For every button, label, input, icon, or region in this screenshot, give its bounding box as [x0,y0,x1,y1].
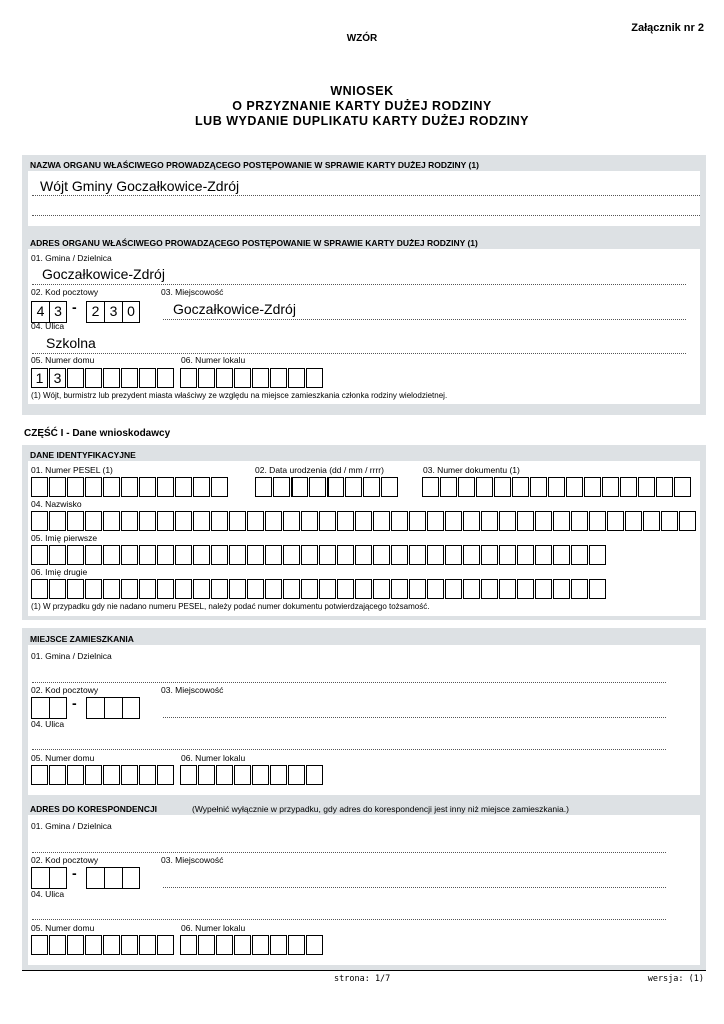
ident-heading: DANE IDENTYFIKACYJNE [30,450,136,460]
second-name-boxes[interactable] [31,579,607,599]
input-cell [103,579,120,599]
input-cell [193,477,210,497]
input-cell [122,867,140,889]
input-cell [252,935,269,955]
input-cell [139,765,156,785]
input-cell [391,579,408,599]
input-cell [535,545,552,565]
input-cell [301,579,318,599]
version-label: wersja: (1) [647,974,704,984]
input-cell [530,477,547,497]
input-cell [445,545,462,565]
postal-digit: 3 [104,301,122,323]
res-house-boxes[interactable] [31,765,175,785]
input-cell [391,511,408,531]
corr-heading-note: (Wypełnić wyłącznie w przypadku, gdy adres do korespondencji jest inny niż miejsce zamieszkania.) [192,804,569,814]
input-cell [571,511,588,531]
input-cell [602,477,619,497]
organ-postal-b[interactable] [86,301,140,323]
input-cell [139,579,156,599]
input-cell [625,511,642,531]
organ-heading: NAZWA ORGANU WŁAŚCIWEGO PROWADZĄCEGO POSTĘPOWANIE W SPRAWIE KARTY DUŻEJ RODZINY (1) [30,160,479,170]
input-cell [427,545,444,565]
input-cell [67,477,84,497]
postal-digit: 3 [49,301,67,323]
organ-gmina-value: Goczałkowice-Zdrój [42,266,165,282]
organ-street-value: Szkolna [46,335,96,351]
dob-label: 02. Data urodzenia (dd / mm / rrrr) [255,465,384,475]
input-cell [103,477,120,497]
res-street-label: 04. Ulica [31,719,65,729]
input-cell [273,477,290,497]
input-cell [345,477,362,497]
surname-boxes[interactable] [31,511,697,531]
res-flat-boxes[interactable] [180,765,324,785]
input-cell [175,579,192,599]
input-cell [139,511,156,531]
input-cell [175,511,192,531]
input-cell [49,579,66,599]
input-cell [198,765,215,785]
input-cell [409,511,426,531]
input-cell [211,579,228,599]
input-cell [121,935,138,955]
input-cell [234,935,251,955]
input-cell [288,765,305,785]
organ-gmina-line [32,284,686,285]
corr-house-label: 05. Numer domu [31,923,95,933]
input-cell [674,477,691,497]
input-cell [319,511,336,531]
input-cell [327,477,344,497]
corr-city-line[interactable] [163,887,666,888]
input-cell [319,545,336,565]
input-cell [607,511,624,531]
annex-label: Załącznik nr 2 [631,22,704,34]
res-postal-b[interactable] [86,697,140,719]
organ-street-line [32,353,686,354]
input-cell [157,579,174,599]
input-cell [157,511,174,531]
house-digit [67,368,84,388]
input-cell [31,867,49,889]
residence-heading: MIEJSCE ZAMIESZKANIA [30,634,134,644]
first-name-boxes[interactable] [31,545,607,565]
input-cell [85,765,102,785]
input-cell [566,477,583,497]
input-cell [121,511,138,531]
input-cell [121,545,138,565]
input-cell [180,935,197,955]
input-cell [85,545,102,565]
input-cell [265,545,282,565]
res-postal-a[interactable] [31,697,67,719]
postal-digit: 0 [122,301,140,323]
input-cell [355,579,372,599]
organ-postal-label: 02. Kod pocztowy [31,287,99,297]
input-cell [86,867,104,889]
input-cell [463,511,480,531]
input-cell [553,545,570,565]
form-title-line-1: WNIOSEK [330,84,394,98]
corr-gmina-line[interactable] [32,852,666,853]
input-cell [247,579,264,599]
input-cell [589,545,606,565]
input-cell [679,511,696,531]
input-cell [252,765,269,785]
input-cell [355,545,372,565]
corr-postal-b[interactable] [86,867,140,889]
input-cell [440,477,457,497]
input-cell [211,545,228,565]
input-cell [301,511,318,531]
input-cell [553,511,570,531]
input-cell [517,545,534,565]
input-cell [49,697,67,719]
input-cell [157,765,174,785]
input-cell [337,511,354,531]
input-cell [288,368,305,388]
res-flat-label: 06. Numer lokalu [181,753,246,763]
input-cell [283,579,300,599]
input-cell [86,697,104,719]
input-cell [229,511,246,531]
input-cell [499,511,516,531]
house-digit [121,368,138,388]
input-cell [104,697,122,719]
input-cell [139,545,156,565]
input-cell [499,545,516,565]
second-name-label: 06. Imię drugie [31,567,88,577]
input-cell [31,697,49,719]
input-cell [229,545,246,565]
input-cell [306,368,323,388]
input-cell [49,545,66,565]
input-cell [216,935,233,955]
input-cell [175,545,192,565]
input-cell [216,368,233,388]
input-cell [291,477,308,497]
input-cell [67,765,84,785]
house-digit [157,368,174,388]
input-cell [193,579,210,599]
part1-title: CZĘŚĆ I - Dane wnioskodawcy [24,428,171,439]
input-cell [49,511,66,531]
postal-digit: 4 [31,301,49,323]
input-cell [175,477,192,497]
input-cell [270,765,287,785]
house-digit: 1 [31,368,48,388]
organ-house-label: 05. Numer domu [31,355,95,365]
input-cell [103,935,120,955]
input-cell [234,765,251,785]
input-cell [481,579,498,599]
organ-city-value: Goczałkowice-Zdrój [173,301,296,317]
input-cell [139,935,156,955]
input-cell [638,477,655,497]
res-gmina-label: 01. Gmina / Dzielnica [31,651,112,661]
input-cell [283,511,300,531]
first-name-label: 05. Imię pierwsze [31,533,98,543]
input-cell [85,935,102,955]
input-cell [548,477,565,497]
doc-label: 03. Numer dokumentu (1) [423,465,520,475]
res-city-line[interactable] [163,717,666,718]
input-cell [103,511,120,531]
input-cell [589,511,606,531]
input-cell [535,579,552,599]
input-cell [363,477,380,497]
organ-name-value: Wójt Gminy Goczałkowice-Zdrój [40,178,240,194]
input-cell [571,579,588,599]
input-cell [49,765,66,785]
input-cell [180,368,197,388]
corr-flat-label: 06. Numer lokalu [181,923,246,933]
input-cell [283,545,300,565]
surname-label: 04. Nazwisko [31,499,82,509]
input-cell [31,545,48,565]
house-digit [85,368,102,388]
organ-house-boxes[interactable] [31,368,175,388]
pesel-boxes[interactable] [31,477,229,497]
input-cell [216,765,233,785]
input-cell [306,935,323,955]
input-cell [103,545,120,565]
input-cell [31,765,48,785]
input-cell [309,477,326,497]
input-cell [247,511,264,531]
input-cell [535,511,552,531]
res-gmina-line[interactable] [32,682,666,683]
input-cell [481,545,498,565]
organ-name-line-1 [32,195,700,196]
res-postal-label: 02. Kod pocztowy [31,685,99,695]
input-cell [445,511,462,531]
corr-heading: ADRES DO KORESPONDENCJI [30,804,158,814]
input-cell [499,579,516,599]
input-cell [31,477,48,497]
input-cell [288,935,305,955]
input-cell [121,765,138,785]
input-cell [571,545,588,565]
organ-gmina-label: 01. Gmina / Dzielnica [31,253,112,263]
input-cell [31,579,48,599]
input-cell [247,545,264,565]
corr-street-label: 04. Ulica [31,889,65,899]
wzor-label: WZÓR [346,33,378,44]
input-cell [180,765,197,785]
input-cell [31,935,48,955]
input-cell [512,477,529,497]
ident-note: (1) W przypadku gdy nie nadano numeru PESEL, należy podać numer dokumentu potwierdzającego tożsamość. [31,602,430,611]
input-cell [122,697,140,719]
dob-boxes[interactable] [255,477,399,497]
input-cell [139,477,156,497]
input-cell [198,935,215,955]
input-cell [270,935,287,955]
input-cell [252,368,269,388]
input-cell [229,579,246,599]
input-cell [391,545,408,565]
corr-house-boxes[interactable] [31,935,175,955]
input-cell [427,579,444,599]
corr-postal-label: 02. Kod pocztowy [31,855,99,865]
organ-postal-dash: - [72,299,77,315]
input-cell [494,477,511,497]
input-cell [381,477,398,497]
input-cell [584,477,601,497]
organ-name-line-2 [32,215,700,216]
input-cell [157,545,174,565]
house-digit: 3 [49,368,66,388]
footer-rule [22,970,706,971]
input-cell [265,511,282,531]
input-cell [422,477,439,497]
input-cell [103,765,120,785]
organ-flat-boxes[interactable] [180,368,324,388]
form-title-line-2: O PRZYZNANIE KARTY DUŻEJ RODZINY [232,99,492,113]
corr-street-line[interactable] [32,919,666,920]
organ-address-note: (1) Wójt, burmistrz lub prezydent miasta właściwy ze względu na miejsce zamieszkania członka rodziny wielodzietnej. [31,391,448,400]
corr-postal-a[interactable] [31,867,67,889]
input-cell [265,579,282,599]
input-cell [409,545,426,565]
input-cell [85,511,102,531]
input-cell [337,545,354,565]
input-cell [121,579,138,599]
corr-gmina-label: 01. Gmina / Dzielnica [31,821,112,831]
input-cell [463,545,480,565]
form-title-line-3: LUB WYDANIE DUPLIKATU KARTY DUŻEJ RODZINY [195,114,529,128]
input-cell [49,867,67,889]
input-cell [427,511,444,531]
input-cell [476,477,493,497]
res-street-line[interactable] [32,749,666,750]
organ-street-label: 04. Ulica [31,321,65,331]
input-cell [85,579,102,599]
postal-digit: 2 [86,301,104,323]
organ-name-field[interactable] [28,171,700,226]
corr-postal-dash: - [72,865,77,881]
input-cell [301,545,318,565]
organ-flat-label: 06. Numer lokalu [181,355,246,365]
input-cell [643,511,660,531]
res-postal-dash: - [72,695,77,711]
input-cell [234,368,251,388]
input-cell [306,765,323,785]
input-cell [104,867,122,889]
input-cell [67,511,84,531]
input-cell [31,511,48,531]
input-cell [193,511,210,531]
corr-area [28,815,700,965]
house-digit [103,368,120,388]
input-cell [445,579,462,599]
input-cell [409,579,426,599]
input-cell [517,511,534,531]
input-cell [255,477,272,497]
input-cell [85,477,102,497]
res-city-label: 03. Miejscowość [161,685,224,695]
pesel-label: 01. Numer PESEL (1) [31,465,113,475]
house-digit [139,368,156,388]
input-cell [121,477,138,497]
input-cell [67,545,84,565]
input-cell [67,935,84,955]
input-cell [481,511,498,531]
input-cell [319,579,336,599]
corr-city-label: 03. Miejscowość [161,855,224,865]
input-cell [553,579,570,599]
input-cell [157,477,174,497]
corr-flat-boxes[interactable] [180,935,324,955]
input-cell [373,511,390,531]
doc-boxes[interactable] [422,477,692,497]
input-cell [620,477,637,497]
input-cell [517,579,534,599]
input-cell [661,511,678,531]
input-cell [67,579,84,599]
input-cell [157,935,174,955]
input-cell [337,579,354,599]
input-cell [211,477,228,497]
organ-city-label: 03. Miejscowość [161,287,224,297]
input-cell [463,579,480,599]
input-cell [656,477,673,497]
input-cell [355,511,372,531]
input-cell [589,579,606,599]
input-cell [49,477,66,497]
ident-area [28,461,700,616]
organ-city-line [163,319,686,320]
organ-address-heading: ADRES ORGANU WŁAŚCIWEGO PROWADZĄCEGO POSTĘPOWANIE W SPRAWIE KARTY DUŻEJ RODZINY (1) [30,238,478,248]
organ-address-area [28,249,700,404]
res-house-label: 05. Numer domu [31,753,95,763]
input-cell [211,511,228,531]
residence-area [28,645,700,795]
input-cell [373,579,390,599]
input-cell [198,368,215,388]
input-cell [193,545,210,565]
input-cell [49,935,66,955]
input-cell [458,477,475,497]
organ-postal-a[interactable] [31,301,67,323]
input-cell [270,368,287,388]
input-cell [373,545,390,565]
page-number: strona: 1/7 [334,974,391,984]
